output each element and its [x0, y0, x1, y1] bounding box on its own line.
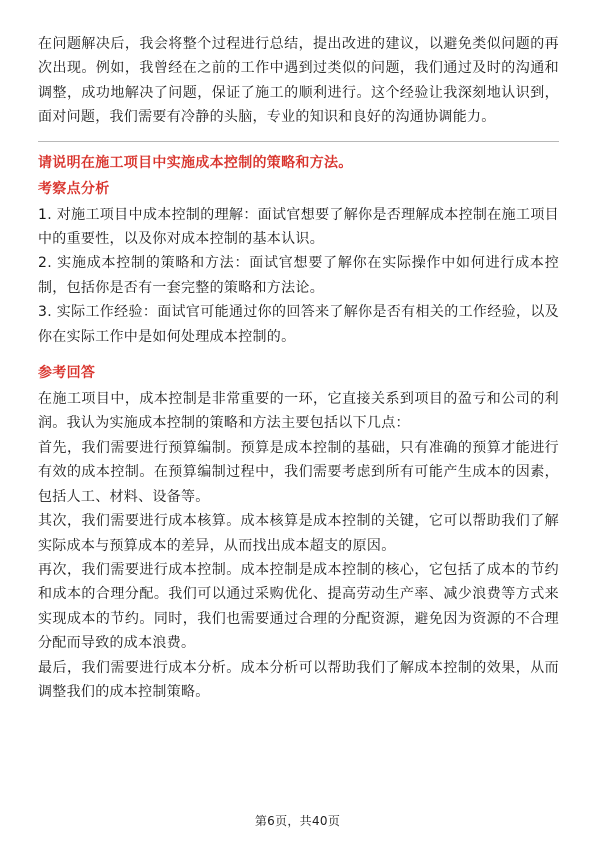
analysis-point-3: 3. 实际工作经验：面试官可能通过你的回答来了解你是否有相关的工作经验，以及你在实际工作中是如何处理成本控制的。	[38, 304, 559, 345]
section-gap	[38, 349, 559, 359]
answer-paragraph-2: 首先，我们需要进行预算编制。预算是成本控制的基础，只有准确的预算才能进行有效的成本控制。在预算编制过程中，我们需要考虑到所有可能产生成本的因素，包括人工、材料、设备等。	[38, 439, 559, 505]
analysis-point-2: 2. 实施成本控制的策略和方法：面试官想要了解你在实际操作中如何进行成本控制，包括你是否有一套完整的策略和方法论。	[38, 255, 559, 296]
intro-paragraph: 在问题解决后，我会将整个过程进行总结，提出改进的建议，以避免类似问题的再次出现。例如，我曾经在之前的工作中遇到过类似的问题，我们通过及时的沟通和调整，成功地解决了问题，保证了施工的顺利进行。这个经验让我深刻地认识到，面对问题，我们需要有冷静的头脑，专业的知识和良好的沟通协调能力。	[38, 36, 559, 126]
analysis-heading: 考察点分析	[38, 180, 110, 197]
answer-paragraph-4: 再次，我们需要进行成本控制。成本控制是成本控制的核心，它包括了成本的节约和成本的合理分配。我们可以通过采购优化、提高劳动生产率、减少浪费等方式来实现成本的节约。同时，我们也需要通过合理的分配资源，避免因为资源的不合理分配而导致的成本浪费。	[38, 561, 559, 652]
answer-paragraph-3: 其次，我们需要进行成本核算。成本核算是成本控制的关键，它可以帮助我们了解实际成本与预算成本的差异，从而找出成本超支的原因。	[38, 513, 559, 554]
question-title: 请说明在施工项目中实施成本控制的策略和方法。	[38, 154, 353, 171]
analysis-point-1: 1. 对施工项目中成本控制的理解：面试官想要了解你是否理解成本控制在施工项目中的重要性，以及你对成本控制的基本认识。	[38, 206, 559, 248]
answer-paragraph-1: 在施工项目中，成本控制是非常重要的一环，它直接关系到项目的盈亏和公司的利润。我认为实施成本控制的策略和方法主要包括以下几点：	[38, 391, 559, 432]
document-page	[38, 32, 559, 704]
page-number-footer: 第6页，共40页	[254, 814, 341, 828]
section-divider	[38, 141, 559, 142]
answer-paragraph-5: 最后，我们需要进行成本分析。成本分析可以帮助我们了解成本控制的效果，从而调整我们的成本控制策略。	[38, 659, 559, 700]
answer-heading: 参考回答	[38, 365, 96, 382]
